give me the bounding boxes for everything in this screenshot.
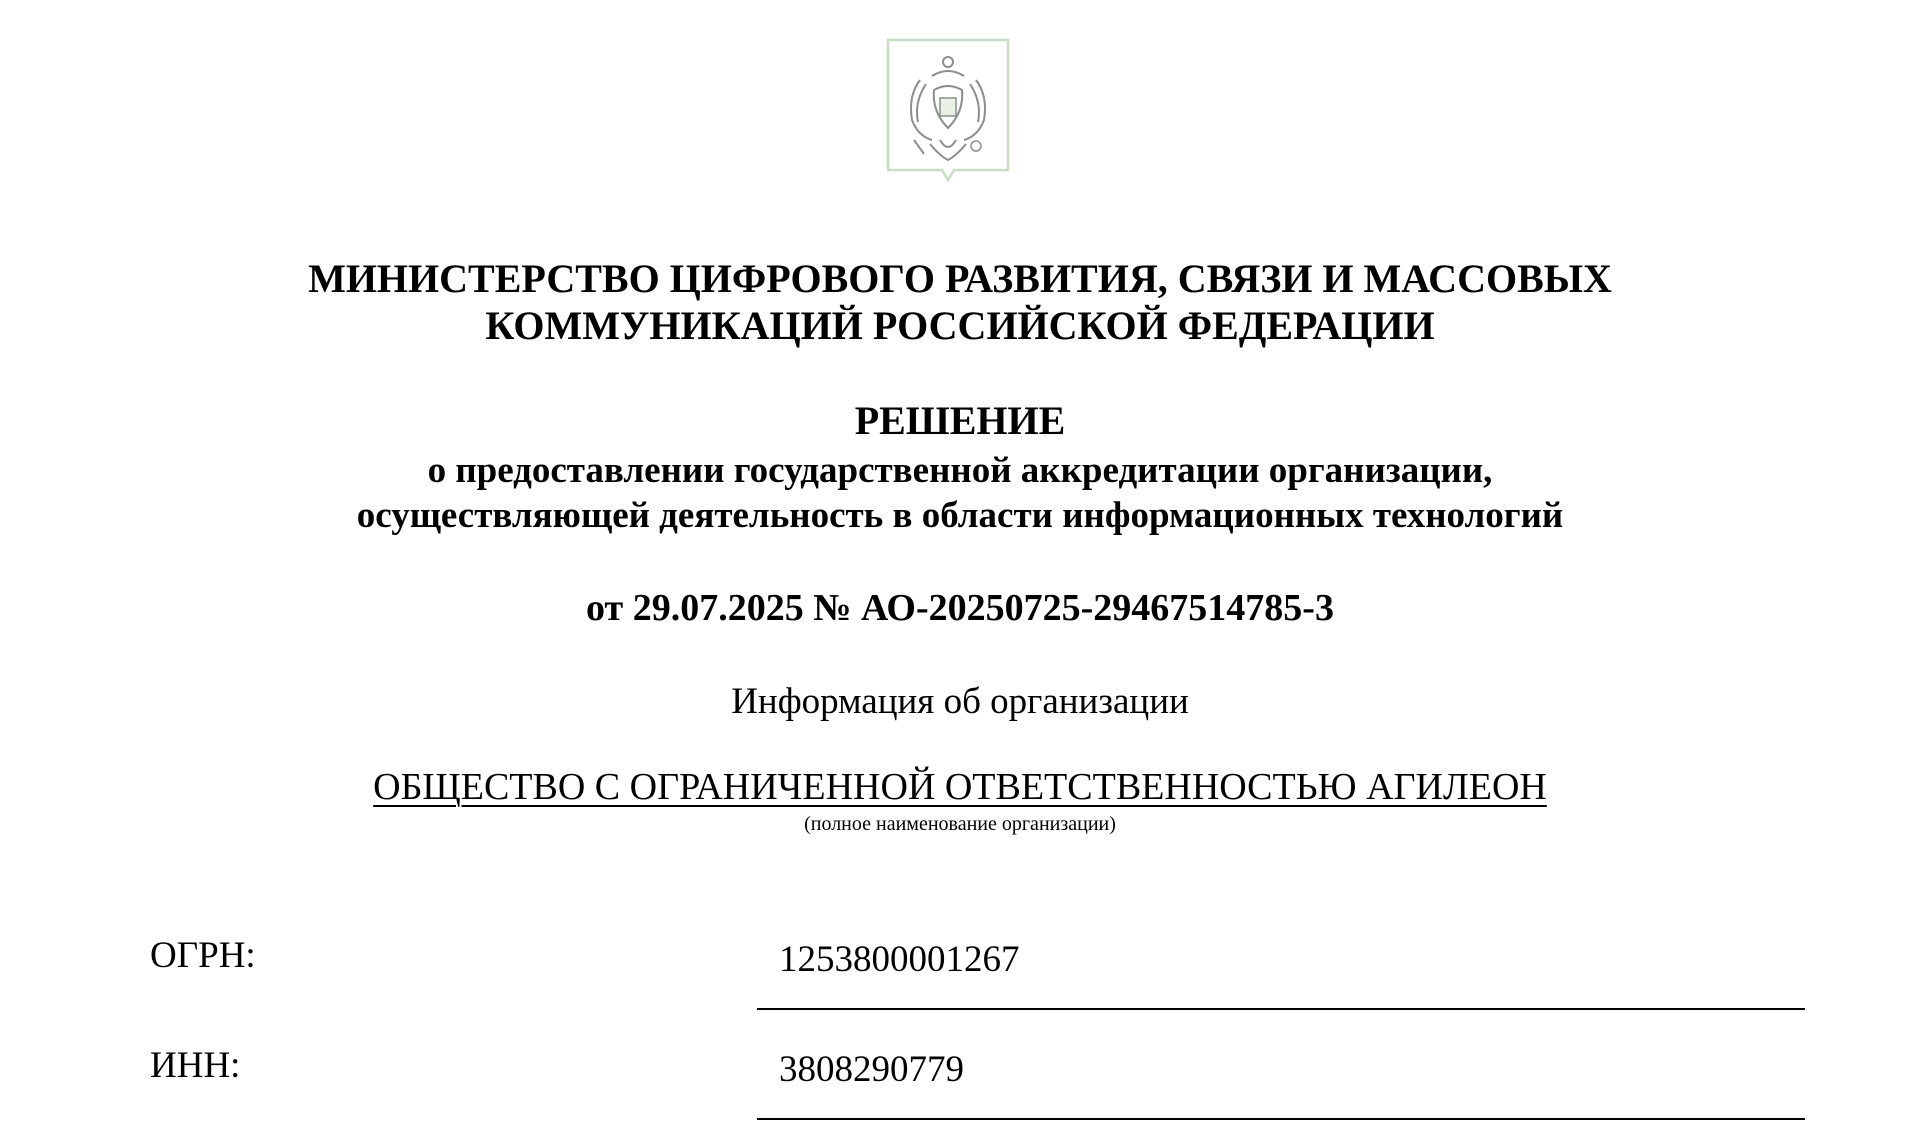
organization-full-name bbox=[0, 765, 1920, 809]
inn-underline bbox=[757, 1118, 1805, 1120]
decision-subtitle-line1: о предоставлении государственной аккредитации организации, bbox=[427, 450, 1493, 491]
ogrn-underline bbox=[757, 1008, 1805, 1010]
inn-label: ИНН: bbox=[150, 1045, 241, 1086]
ogrn-value: 1253800001267 bbox=[779, 939, 1020, 980]
ministry-name-line1: МИНИСТЕРСТВО ЦИФРОВОГО РАЗВИТИЯ, СВЯЗИ И МАССОВЫХ bbox=[308, 256, 1612, 301]
inn-value: 3808290779 bbox=[779, 1049, 964, 1090]
decision-date-number: от 29.07.2025 № АО-20250725-29467514785-3 bbox=[586, 587, 1334, 629]
organization-full-name-caption: (полное наименование организации) bbox=[804, 813, 1116, 835]
decision-subtitle-line2: осуществляющей деятельность в области информационных технологий bbox=[356, 495, 1564, 536]
organization-section-title: Информация об организации bbox=[731, 681, 1189, 722]
decision-title: РЕШЕНИЕ bbox=[854, 398, 1066, 443]
coat-of-arms-icon bbox=[884, 36, 1012, 192]
ogrn-label: ОГРН: bbox=[150, 935, 256, 976]
organization-full-name-text: ОБЩЕСТВО С ОГРАНИЧЕННОЙ ОТВЕТСТВЕННОСТЬЮ АГИЛЕОН bbox=[373, 766, 1547, 808]
ministry-name-line2: КОММУНИКАЦИЙ РОССИЙСКОЙ ФЕДЕРАЦИИ bbox=[485, 303, 1435, 348]
